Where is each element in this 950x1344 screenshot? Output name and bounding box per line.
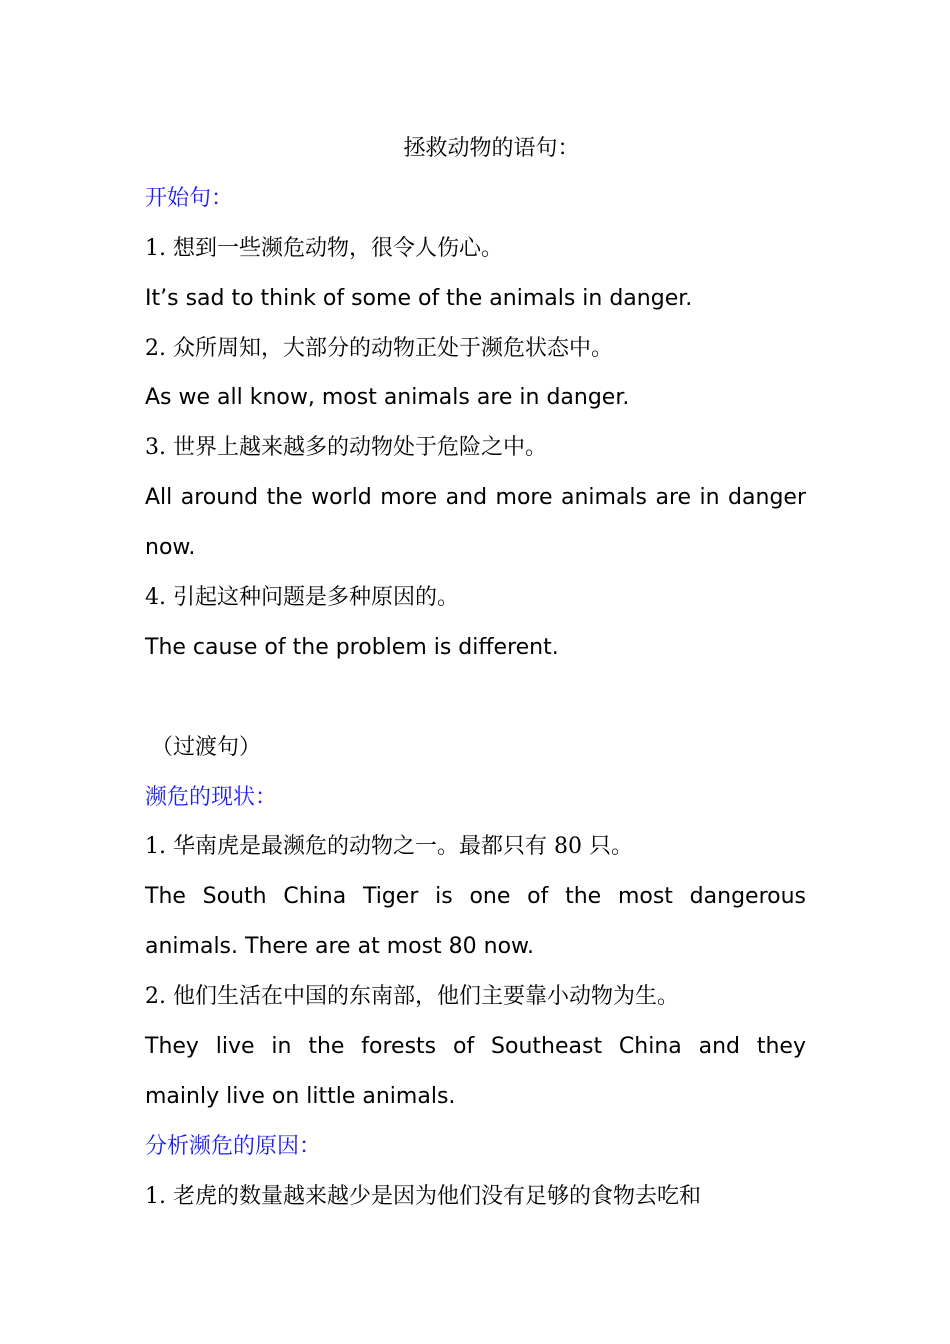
status-2-english-line-1: They live in the forests of Southeast China and they — [145, 1034, 806, 1060]
transition-label: （过渡句） — [151, 734, 262, 760]
opening-4-english: The cause of the problem is different. — [145, 634, 559, 660]
status-2-english-line-2: mainly live on little animals. — [145, 1083, 456, 1109]
opening-3-english-line-1: All around the world more and more animals are in danger — [145, 485, 806, 511]
opening-4-chinese: 4. 引起这种问题是多种原因的。 — [145, 585, 459, 611]
opening-3-chinese: 3. 世界上越来越多的动物处于危险之中。 — [145, 435, 547, 461]
opening-2-english: As we all know, most animals are in danger. — [145, 385, 630, 411]
status-1-english-line-2: animals. There are at most 80 now. — [145, 934, 535, 960]
opening-2-chinese: 2. 众所周知，大部分的动物正处于濒危状态中。 — [145, 335, 613, 361]
opening-1-chinese: 1. 想到一些濒危动物，很令人伤心。 — [145, 235, 503, 261]
document-title: 拯救动物的语句： — [403, 136, 580, 161]
opening-1-english: It’s sad to think of some of the animals in danger. — [145, 285, 693, 311]
cause-1-chinese: 1. 老虎的数量越来越少是因为他们没有足够的食物去吃和 — [145, 1183, 701, 1209]
opening-3-english-line-2: now. — [145, 535, 196, 561]
opening-heading: 开始句： — [145, 185, 234, 211]
document-body — [145, 124, 806, 1222]
status-heading: 濒危的现状： — [145, 784, 278, 810]
causes-heading: 分析濒危的原因： — [145, 1133, 322, 1159]
status-1-chinese: 1. 华南虎是最濒危的动物之一。最都只有 80 只。 — [145, 834, 633, 860]
status-1-english-line-1: The South China Tiger is one of the most dangerous — [145, 884, 806, 910]
status-2-chinese: 2. 他们生活在中国的东南部，他们主要靠小动物为生。 — [145, 984, 679, 1010]
blank-line — [145, 673, 806, 723]
